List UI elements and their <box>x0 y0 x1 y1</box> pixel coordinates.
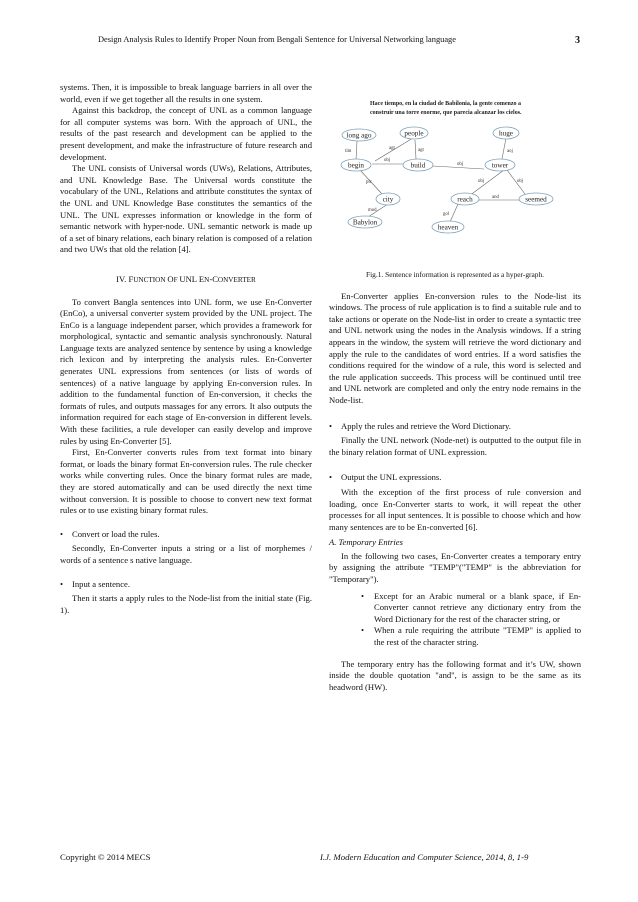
left-paragraph-3: The UNL consists of Universal words (UWs), Relations, Attributes, and UNL Knowledge Base. The Universal words constitute the vocabulary of the UNL, Relations and attribute constitutes the syntax of the UNL and UNL Knowledge Base constitutes the semantics of the UNL. The UNL expresses information or knowledge in the form of semantic network with hyper-node. UNL semantic network is made up of a set of binary relations, each binary relation is composed of a relation and two UWs that old the relation [4]. <box>60 163 312 255</box>
figure-caption: Fig.1. Sentence information is represented as a hyper-graph. <box>366 270 544 279</box>
svg-text:plc: plc <box>366 180 372 185</box>
temporary-entry-cases-list <box>329 591 581 649</box>
svg-text:obj: obj <box>457 162 464 167</box>
svg-text:and: and <box>492 195 499 200</box>
svg-text:tim: tim <box>345 149 352 154</box>
svg-text:obj: obj <box>478 179 485 184</box>
svg-text:long ago: long ago <box>346 131 372 140</box>
svg-text:Babylon: Babylon <box>352 218 378 227</box>
svg-text:heaven: heaven <box>437 223 459 232</box>
svg-text:mod: mod <box>368 208 377 213</box>
svg-text:seemed: seemed <box>525 195 547 204</box>
bullet-output-unl: • Output the UNL expressions. <box>329 472 581 484</box>
left-paragraph-4: To convert Bangla sentences into UNL form, we use En-Converter (EnCo), a universal converter system provided by the UNL project. The EnCo is a language independent parser, which provides a framework for morphological, syntactic and semantic analysis synchronously. Natural Language texts are analyzed sentence by sentence by using a knowledge rich lexicon and by interpreting the analysis rules. En-Converter generates UNL expressions from sentences (or lists of words of sentences) of a native language by applying En-conversion rules. In addition to the fundamental function of En-conversion, it checks the formats of rules, and outputs massages for any errors. It also outputs the information required for each stage of En-conversion in different levels. With these facilities, a rule developer can easily develop and improve rules by using En-Converter [5]. <box>60 296 312 446</box>
left-paragraph-1: systems. Then, it is impossible to break language barriers in all over the world, even if we get together all the results in one system. <box>60 82 312 104</box>
list-item: • Except for an Arabic numeral or a blank space, if En-Converter cannot retrieve any dictionary entry from the Word Dictionary for the rest of the character string, or <box>361 591 581 626</box>
edge-aoj <box>502 138 506 159</box>
edge-tim <box>356 141 357 160</box>
list-item: • When a rule requiring the attribute "TEMP" is applied to the rest of the character string. <box>361 625 581 648</box>
bullet-apply-rules: • Apply the rules and retrieve the Word Dictionary. <box>329 421 581 433</box>
bullet-input-sentence: • Input a sentence. <box>60 579 312 591</box>
hypergraph-diagram <box>329 95 581 265</box>
svg-text:obj: obj <box>384 158 391 163</box>
spanish-sentence-line-2: construir una torre enorme, que parecia alcanzar los cielos. <box>370 110 522 116</box>
svg-text:city: city <box>382 195 394 204</box>
running-header <box>60 35 580 49</box>
svg-text:tower: tower <box>491 161 509 170</box>
right-column <box>329 95 581 693</box>
footer-copyright: Copyright © 2014 MECS <box>60 852 151 862</box>
subsection-heading-temporary-entries: A. Temporary Entries <box>329 537 403 548</box>
svg-text:agt: agt <box>389 146 395 151</box>
edge-obj-tower-reach <box>469 170 504 196</box>
svg-text:gol: gol <box>443 212 450 217</box>
svg-text:build: build <box>410 161 426 170</box>
svg-text:obj: obj <box>517 179 524 184</box>
left-paragraph-5: First, En-Converter converts rules from text format into binary format, or loads the binary format En-conversion rules. The rule checker works while converting rules. Once the binary format rules are made, they are stored automatically and can be used directly the next time without conversion. It is possible to choose to convert new text format rules or to use existing binary format rules. <box>60 447 312 516</box>
section-heading-iv: IV. FUNCTION OF UNL EN-CONVERTER <box>116 273 256 284</box>
left-column <box>60 82 312 616</box>
right-paragraph-2: Finally the UNL network (Node-net) is outputted to the output file in the binary relation format of UNL expression. <box>329 435 581 457</box>
svg-text:reach: reach <box>457 195 473 204</box>
footer-journal: I.J. Modern Education and Computer Science, 2014, 8, 1-9 <box>320 852 529 862</box>
edge-gol <box>450 204 458 222</box>
running-title: Design Analysis Rules to Identify Proper Noun from Bengali Sentence for Universal Networking language <box>98 35 456 44</box>
svg-text:aoj: aoj <box>507 149 513 154</box>
svg-text:huge: huge <box>499 129 513 138</box>
right-paragraph-4: In the following two cases, En-Converter creates a temporary entry by assigning the attribute "TEMP"("TEMP" is the abbreviation for "Temporary"). <box>329 550 581 585</box>
left-paragraph-2: Against this backdrop, the concept of UNL as a common language for all computer systems was born. With the approach of UNL, the results of the past research and development can be applied to the present development, and make the infrastructure of future research and development. <box>60 105 312 162</box>
graph-edges <box>356 138 525 222</box>
bullet-convert-rules: • Convert or load the rules. <box>60 529 312 541</box>
edge-labels <box>345 146 523 217</box>
svg-text:people: people <box>404 129 424 138</box>
figure-1 <box>329 95 581 265</box>
edge-agt-build <box>415 140 416 159</box>
svg-text:agt: agt <box>418 148 424 153</box>
svg-text:begin: begin <box>348 161 364 170</box>
right-paragraph-1: En-Converter applies En-conversion rules to the Node-list its windows. The process of rule application is to find a suitable rule and to take actions or operate on the Node-list in order to create a syntactic tree and UNL network using the nodes in the Analysis windows. If a string appears in the window, the system will retrieve the word dictionary and apply the rule to the candidates of word entries. If a word satisfies the conditions required for the window of a rule, this word is selected and the rule application succeeds. This process will be continued until tree and UNL network are completed and only the entry node remains in the Node-list. <box>329 290 581 405</box>
left-paragraph-6: Secondly, En-Converter inputs a string or a list of morphemes / words of a sentence s native language. <box>60 543 312 565</box>
right-paragraph-5: The temporary entry has the following format and it’s UW, shown inside the double quotation "and", is assign to be the same as its headword (HW). <box>329 658 581 692</box>
page-number: 3 <box>575 35 580 46</box>
left-paragraph-7: Then it starts a apply rules to the Node-list from the initial state (Fig. 1). <box>60 593 312 615</box>
spanish-sentence-line-1: Hace tiempo, en la ciudad de Babilonia, la gente comenzo a <box>370 101 521 107</box>
right-paragraph-3: With the exception of the first process of rule conversion and loading, once En-Converter starts to work, it will repeat the other processes for all input sentences. It is possible to choose which and how many sentences are to be En-converted [6]. <box>329 486 581 532</box>
